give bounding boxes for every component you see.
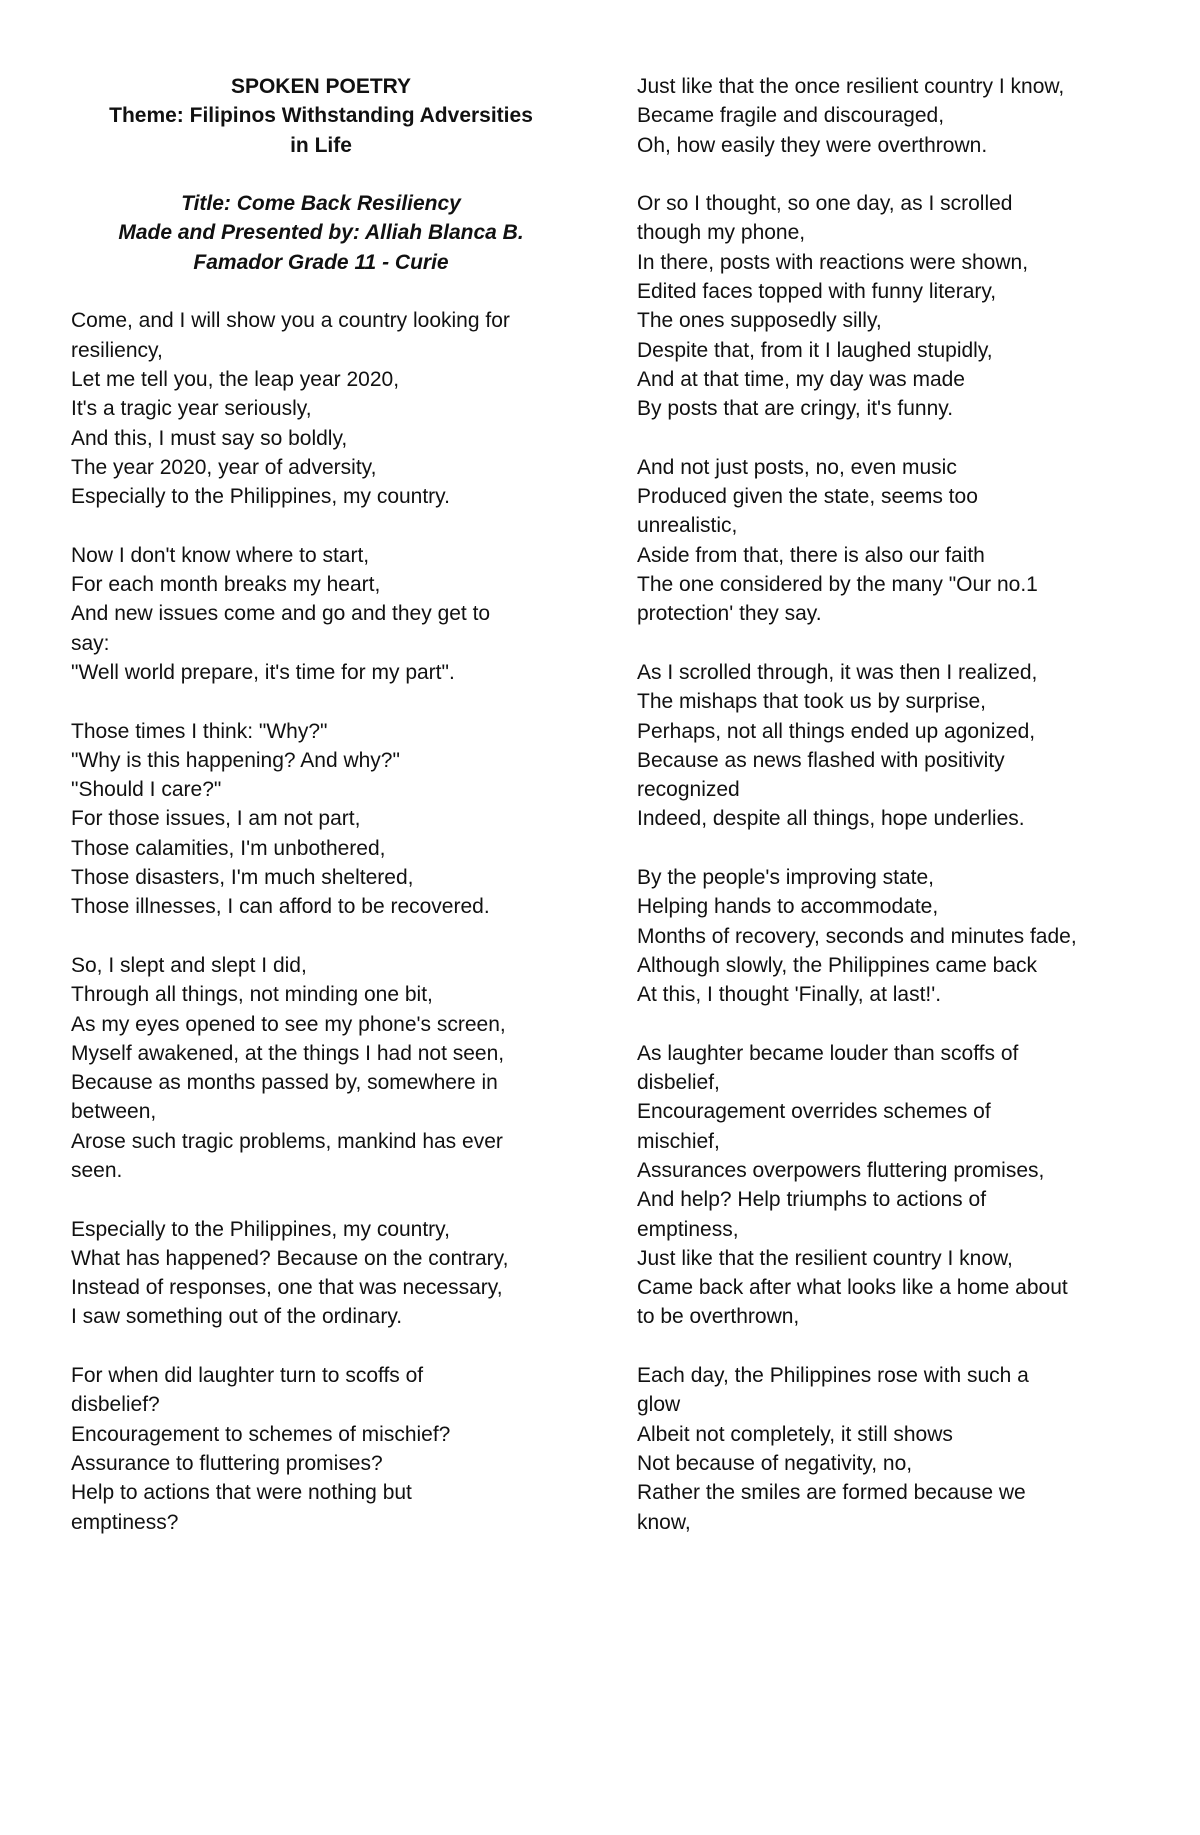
poem-line: Although slowly, the Philippines came back: [637, 953, 1037, 977]
poem-line: Rather the smiles are formed because we: [637, 1481, 1026, 1505]
stanza: [71, 306, 571, 511]
poem-line: seen.: [71, 1158, 123, 1182]
poem-line: Produced given the state, seems too: [637, 485, 978, 509]
poem-line: glow: [637, 1393, 681, 1417]
poem-line: And help? Help triumphs to actions of: [637, 1188, 987, 1212]
stanza: [71, 951, 571, 1185]
poem-line: For those issues, I am not part,: [71, 807, 361, 831]
poem-line: Those disasters, I'm much sheltered,: [71, 866, 414, 890]
stanza: [71, 717, 571, 922]
poem-header: [71, 72, 571, 160]
poem-line: know,: [637, 1510, 691, 1534]
poem-line: unrealistic,: [637, 514, 738, 538]
poem-line: Albeit not completely, it still shows: [637, 1422, 953, 1446]
poem-line: Through all things, not minding one bit,: [71, 983, 433, 1007]
poem-line: Those calamities, I'm unbothered,: [71, 836, 386, 860]
stanza: [637, 1039, 1157, 1332]
poem-line: Not because of negativity, no,: [637, 1451, 913, 1475]
poem-line: resiliency,: [71, 338, 163, 362]
poem-line: Let me tell you, the leap year 2020,: [71, 367, 400, 391]
poem-line: Because as months passed by, somewhere in: [71, 1071, 498, 1095]
stanza: [637, 189, 1157, 423]
stanza: [637, 453, 1157, 629]
right-column: [637, 72, 1157, 1537]
stanza: [637, 1361, 1157, 1537]
stanza-gap: [71, 160, 571, 189]
stanza-gap: [637, 424, 1157, 453]
poem-line: What has happened? Because on the contrary,: [71, 1246, 509, 1270]
poem-line: Especially to the Philippines, my country,: [71, 1217, 450, 1241]
stanza-gap: [71, 1332, 571, 1361]
poem-line: mischief,: [637, 1129, 720, 1153]
poem-line: "Should I care?": [71, 778, 222, 802]
poem-line: disbelief?: [71, 1393, 160, 1417]
poem-line: And not just posts, no, even music: [637, 455, 957, 479]
stanza-gap: [637, 1010, 1157, 1039]
poem-line: So, I slept and slept I did,: [71, 953, 307, 977]
poem-line: The one considered by the many "Our no.1: [637, 573, 1038, 597]
left-stanzas: [71, 306, 571, 1536]
poem-line: Because as news flashed with positivity: [637, 748, 1005, 772]
poem-line: Come, and I will show you a country looking for: [71, 309, 510, 333]
stanza-gap: [71, 922, 571, 951]
stanza: [637, 863, 1157, 1009]
poem-line: And at that time, my day was made: [637, 367, 965, 391]
poem-line: Each day, the Philippines rose with such a: [637, 1364, 1029, 1388]
poem-line: Came back after what looks like a home about: [637, 1276, 1068, 1300]
poem-line: It's a tragic year seriously,: [71, 397, 312, 421]
poem-line: Those illnesses, I can afford to be recovered.: [71, 895, 490, 919]
poem-line: Indeed, despite all things, hope underlies.: [637, 807, 1025, 831]
poem-line: "Well world prepare, it's time for my part".: [71, 660, 455, 684]
poem-line: And this, I must say so boldly,: [71, 426, 348, 450]
poem-line: As I scrolled through, it was then I realized,: [637, 660, 1038, 684]
poem-line: Help to actions that were nothing but: [71, 1481, 412, 1505]
poem-line: Just like that the resilient country I know,: [637, 1246, 1013, 1270]
stanza-gap: [637, 1332, 1157, 1361]
stanza-gap: [637, 834, 1157, 863]
poem-line: protection' they say.: [637, 602, 822, 626]
poem-line: between,: [71, 1100, 157, 1124]
poem-line: though my phone,: [637, 221, 806, 245]
stanza: [71, 1361, 571, 1537]
poem-line: Months of recovery, seconds and minutes fade,: [637, 924, 1077, 948]
poem-line: The mishaps that took us by surprise,: [637, 690, 986, 714]
poem-line: As my eyes opened to see my phone's screen,: [71, 1012, 506, 1036]
poem-line: Myself awakened, at the things I had not seen,: [71, 1041, 505, 1065]
poem-line: Assurances overpowers fluttering promises,: [637, 1158, 1045, 1182]
stanza-gap: [71, 1185, 571, 1214]
poem-line: And new issues come and go and they get to: [71, 602, 491, 626]
stanza-gap: [637, 629, 1157, 658]
stanza-gap: [637, 160, 1157, 189]
poem-line: By posts that are cringy, it's funny.: [637, 397, 954, 421]
poem-line: "Why is this happening? And why?": [71, 748, 400, 772]
header-line: Theme: Filipinos Withstanding Adversities: [109, 104, 533, 128]
poem-line: Perhaps, not all things ended up agonized,: [637, 719, 1036, 743]
poem-line: Aside from that, there is also our faith: [637, 543, 985, 567]
poem-line: Now I don't know where to start,: [71, 543, 370, 567]
poem-line: recognized: [637, 778, 740, 802]
poem-title-block: [71, 189, 571, 277]
poem-line: In there, posts with reactions were shown,: [637, 250, 1029, 274]
poem-line: Those times I think: "Why?": [71, 719, 328, 743]
poem-line: Or so I thought, so one day, as I scrolled: [637, 192, 1013, 216]
poem-line: The year 2020, year of adversity,: [71, 455, 377, 479]
poem-line: emptiness,: [637, 1217, 739, 1241]
stanza-gap: [71, 687, 571, 716]
poem-line: say:: [71, 631, 110, 655]
header-line: in Life: [290, 133, 352, 157]
left-column: [71, 72, 571, 1537]
poem-line: Despite that, from it I laughed stupidly,: [637, 338, 993, 362]
poem-line: Encouragement overrides schemes of: [637, 1100, 991, 1124]
poem-line: Oh, how easily they were overthrown.: [637, 133, 988, 157]
poem-line: Became fragile and discouraged,: [637, 104, 945, 128]
poem-line: emptiness?: [71, 1510, 179, 1534]
stanza: [71, 541, 571, 687]
right-stanzas: [637, 72, 1157, 1537]
poem-line: I saw something out of the ordinary.: [71, 1305, 403, 1329]
poem-line: Instead of responses, one that was necessary,: [71, 1276, 503, 1300]
title-line: Title: Come Back Resiliency: [181, 192, 461, 216]
poem-line: Helping hands to accommodate,: [637, 895, 939, 919]
header-line: SPOKEN POETRY: [230, 75, 412, 98]
poem-line: Edited faces topped with funny literary,: [637, 280, 997, 304]
poem-line: Encouragement to schemes of mischief?: [71, 1422, 451, 1446]
poem-line: By the people's improving state,: [637, 866, 935, 890]
poem-line: to be overthrown,: [637, 1305, 800, 1329]
title-line: Made and Presented by: Alliah Blanca B.: [118, 221, 524, 245]
poem-line: At this, I thought 'Finally, at last!'.: [637, 983, 942, 1007]
poem-line: disbelief,: [637, 1071, 720, 1095]
poem-line: The ones supposedly silly,: [637, 309, 882, 333]
stanza: [71, 1215, 571, 1332]
poem-line: Just like that the once resilient country I know,: [637, 75, 1065, 98]
poem-line: As laughter became louder than scoffs of: [637, 1041, 1019, 1065]
stanza: [637, 72, 1157, 160]
poem-line: For when did laughter turn to scoffs of: [71, 1364, 424, 1388]
poem-line: Especially to the Philippines, my country.: [71, 485, 450, 509]
title-line: Famador Grade 11 - Curie: [193, 250, 449, 274]
poem-line: Arose such tragic problems, mankind has ever: [71, 1129, 503, 1153]
stanza: [637, 658, 1157, 834]
poem-line: For each month breaks my heart,: [71, 573, 381, 597]
poem-line: Assurance to fluttering promises?: [71, 1451, 383, 1475]
stanza-gap: [71, 511, 571, 540]
stanza-gap: [71, 277, 571, 306]
